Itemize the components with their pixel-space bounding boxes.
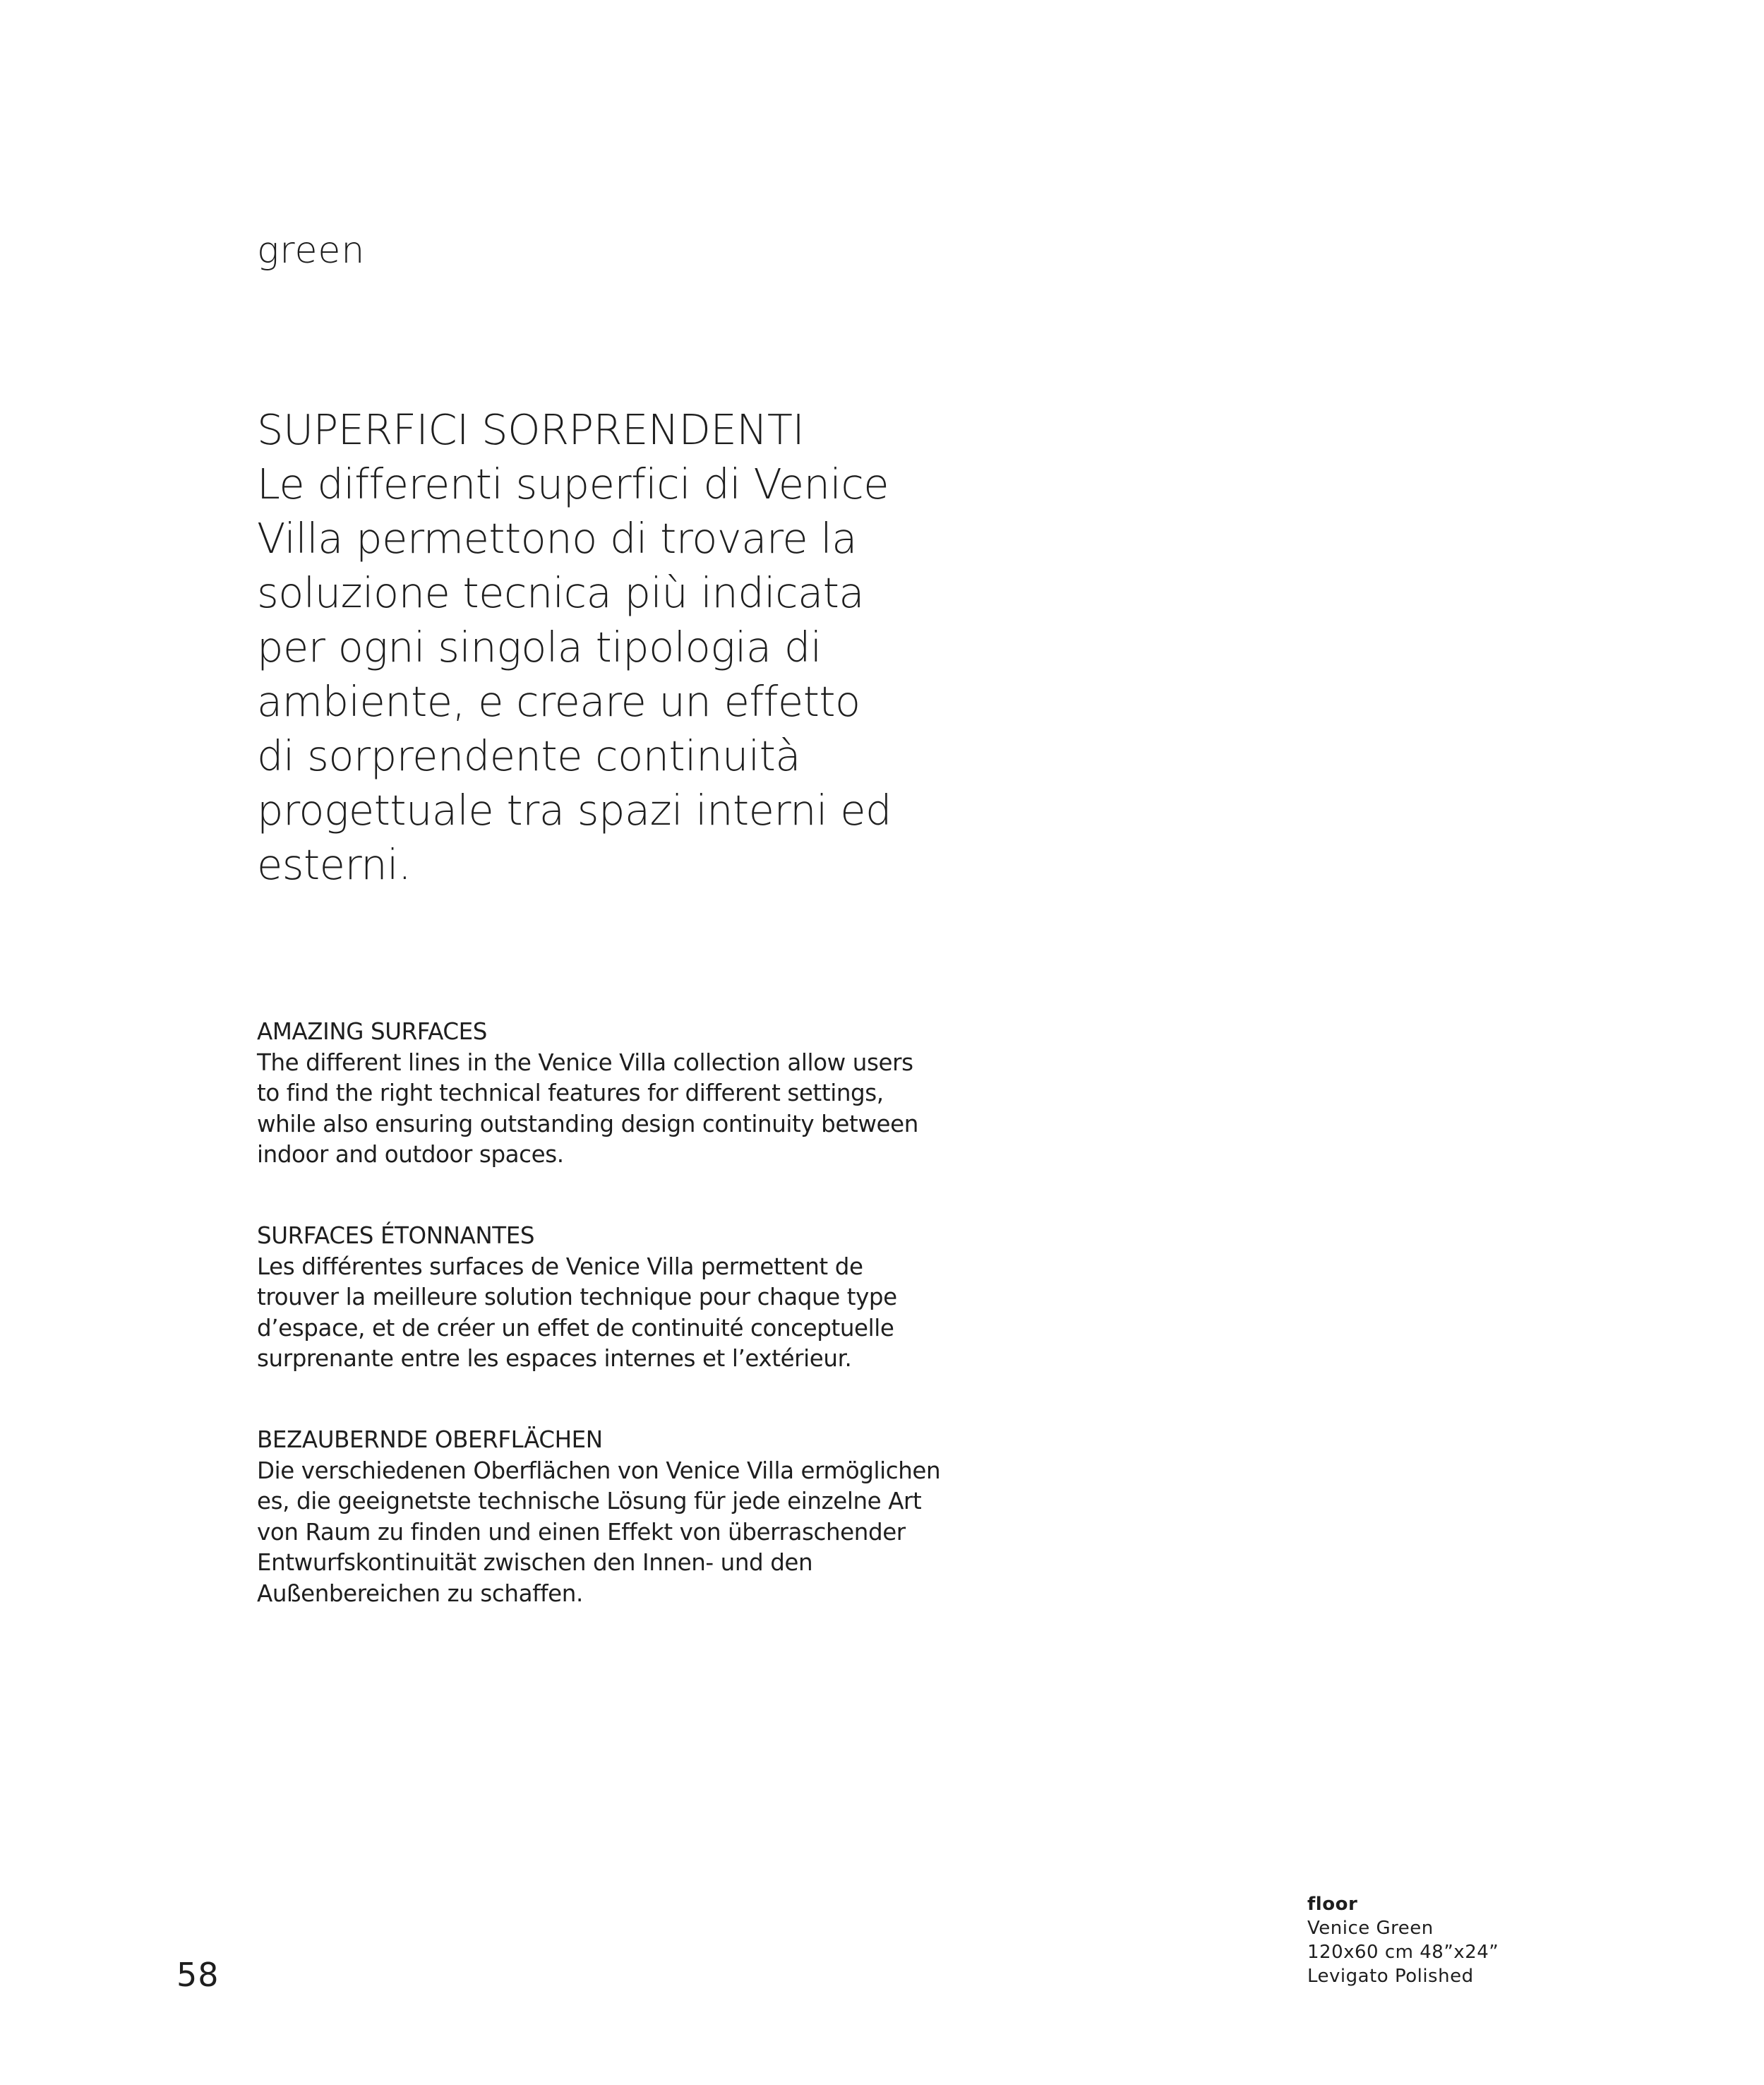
- english-text-block: [257, 1017, 963, 1171]
- german-body-line: es, die geeignetste technische Lösung für jede einzelne Art: [257, 1488, 922, 1515]
- german-body-line: Entwurfskontinuität zwischen den Innen- und den: [257, 1549, 813, 1576]
- german-body-line: Außenbereichen zu schaffen.: [257, 1579, 583, 1607]
- italian-heading: SUPERFICI SORPRENDENTI: [257, 405, 805, 454]
- page-number: 58: [176, 1956, 220, 1994]
- french-text-block: [257, 1221, 963, 1375]
- french-body-line: trouver la meilleure solution technique pour chaque type: [257, 1284, 897, 1310]
- italian-body-line: soluzione tecnica più indicata: [257, 568, 865, 617]
- product-caption: [1307, 1892, 1499, 1988]
- caption-title: floor: [1307, 1894, 1358, 1915]
- italian-body-line: progettuale tra spazi interni ed: [257, 786, 892, 835]
- italian-body-line: Le differenti superfici di Venice: [257, 460, 889, 508]
- german-body-line: Die verschiedenen Oberflächen von Venice Villa ermöglichen: [257, 1457, 941, 1484]
- french-body-line: d’espace, et de créer un effet de continuité conceptuelle: [257, 1314, 894, 1342]
- german-heading: BEZAUBERNDE OBERFLÄCHEN: [257, 1426, 603, 1453]
- italian-text-block: [257, 402, 892, 892]
- caption-product: Venice Green: [1307, 1918, 1434, 1939]
- italian-body-line: Villa permettono di trovare la: [257, 514, 857, 563]
- english-body-line: while also ensuring outstanding design continuity between: [257, 1110, 918, 1137]
- french-body-line: surprenante entre les espaces internes et l’extérieur.: [257, 1345, 852, 1372]
- caption-finish: Levigato Polished: [1307, 1966, 1474, 1987]
- german-text-block: [257, 1425, 963, 1609]
- english-heading: AMAZING SURFACES: [257, 1018, 488, 1045]
- english-body-line: indoor and outdoor spaces.: [257, 1141, 564, 1168]
- english-body-line: The different lines in the Venice Villa collection allow users: [257, 1049, 913, 1076]
- german-body-line: von Raum zu finden und einen Effekt von überraschender: [257, 1518, 906, 1546]
- italian-body-line: di sorprendente continuità: [257, 731, 801, 780]
- french-body-line: Les différentes surfaces de Venice Villa permettent de: [257, 1253, 863, 1280]
- italian-body-line: esterni.: [257, 840, 412, 889]
- italian-body-line: ambiente, e creare un effetto: [257, 677, 860, 726]
- caption-size: 120x60 cm 48”x24”: [1307, 1942, 1499, 1963]
- italian-body-line: per ogni singola tipologia di: [257, 623, 822, 671]
- french-heading: SURFACES ÉTONNANTES: [257, 1222, 535, 1249]
- section-label: green: [257, 229, 366, 272]
- english-body-line: to find the right technical features for different settings,: [257, 1080, 884, 1106]
